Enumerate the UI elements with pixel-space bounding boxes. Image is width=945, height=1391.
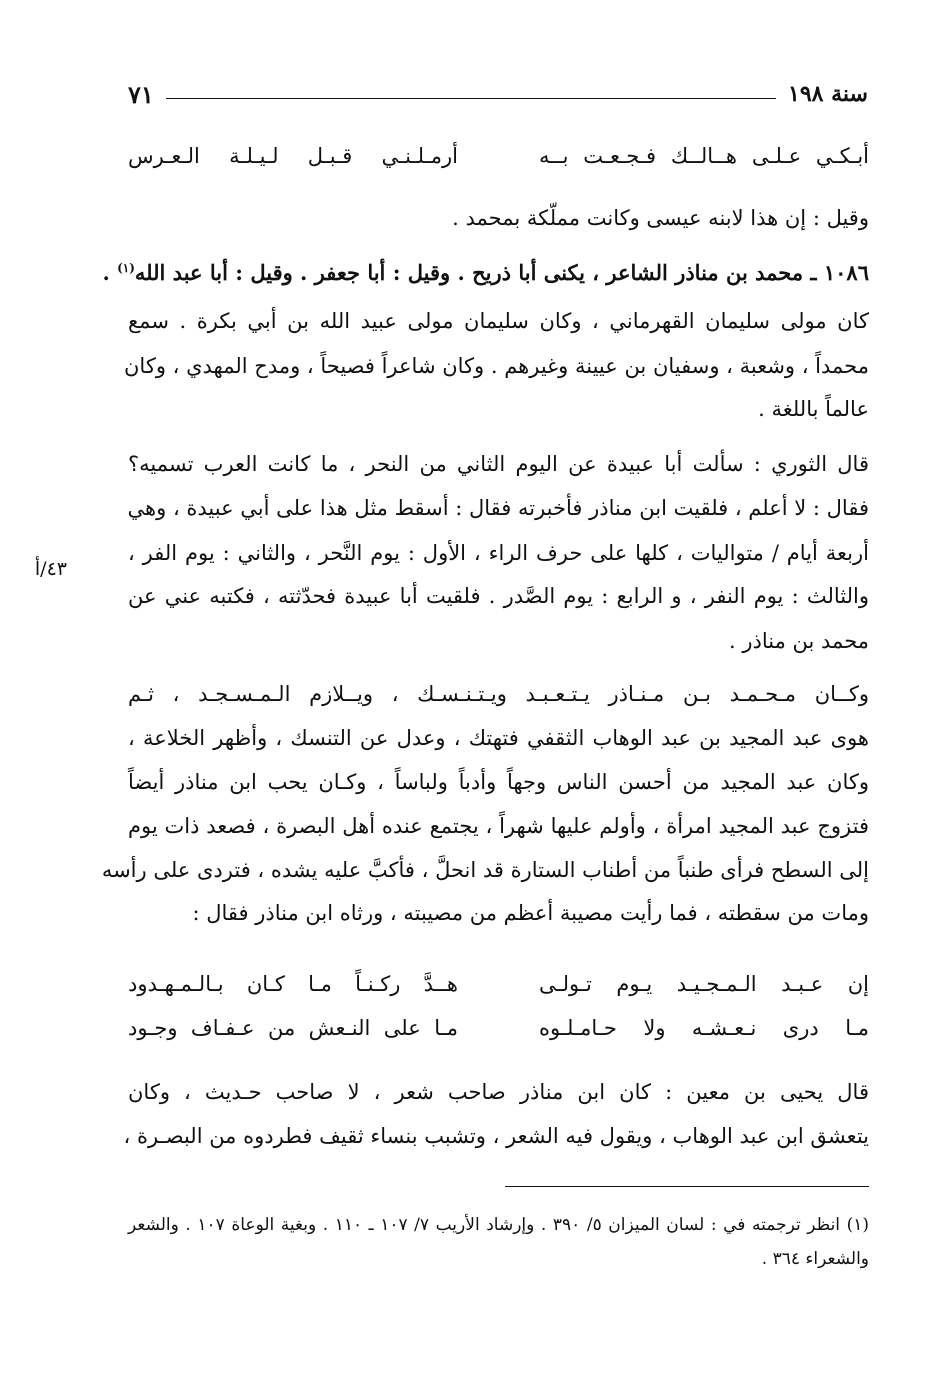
entry-heading-end: . bbox=[102, 260, 118, 285]
text-line: ومات من سقطته ، فما رأيت مصيبة أعظم من مصيبته ، ورثاه ابن مناذر فقال : bbox=[192, 901, 869, 925]
entry-heading-text: ١٠٨٦ ـ محمد بن مناذر الشاعر ، يكنى أبا ذريح . وقيل : أبا جعفر . وقيل : أبا عبد الله bbox=[134, 260, 869, 285]
margin-note: ٤٣/أ bbox=[34, 558, 67, 580]
text-line: هوى عبد المجيد بن عبد الوهاب الثقفي فتهتك ، وعدل عن التنسك ، وأظهر الخلاعة ، bbox=[128, 726, 869, 750]
page-number: ٧١ bbox=[128, 79, 154, 109]
text-line: عالماً باللغة . bbox=[758, 397, 869, 421]
verse-hemistich-right: مـا درى نـعـشـه ولا حـامـلـوه bbox=[539, 1016, 869, 1040]
verse-hemistich-right: إن عـبـد الـمـجـيـد يـوم تـولـى bbox=[539, 972, 869, 996]
text-line: وكــان مـحـمـد بـن مـنـاذر يـتـعـبـد ويـتـنـسـك ، ويــلازم الـمـسـجـد ، ثـم bbox=[128, 682, 869, 706]
page-header bbox=[128, 74, 868, 114]
header-rule bbox=[166, 98, 776, 99]
text-line: قال الثوري : سألت أبا عبيدة عن اليوم الثاني من النحر ، ما كانت العرب تسميه؟ bbox=[128, 452, 869, 476]
text-line: قال يحيى بن معين : كان ابن مناذر صاحب شعر ، لا صاحب حـديث ، وكان bbox=[128, 1080, 869, 1104]
verse-line bbox=[128, 140, 869, 172]
entry-heading bbox=[102, 252, 869, 289]
text-line: وقيل : إن هذا لابنه عيسى وكانت مملّكة بمحمد . bbox=[452, 206, 869, 230]
text-line: إلى السطح فرأى طنباً من أطناب الستارة قد انحلَّ ، فأكبَّ عليه يشده ، فتردى على رأسه bbox=[101, 858, 869, 882]
verse-hemistich-left: مـا على النـعش من عـفـاف وجـود bbox=[128, 1016, 458, 1040]
text-line: كان مولى سليمان القهرماني ، وكان سليمان مولى عبيد الله بن أبي بكرة . سمع bbox=[128, 309, 869, 333]
text-line: فتزوج عبد المجيد امرأة ، وأولم عليها شهراً ، يجتمع عنده أهل البصرة ، فصعد ذات يوم bbox=[128, 814, 869, 838]
verse-hemistich-left: أرمـلـنـي قـبـل لـيـلـة الـعـرس bbox=[128, 144, 458, 168]
footnote-rule bbox=[505, 1186, 869, 1187]
text-line: محمداً ، وشعبة ، وسفيان بن عيينة وغيرهم . وكان شاعراً فصيحاً ، ومدح المهدي ، وكان bbox=[124, 354, 869, 378]
text-line: والثالث : يوم النفر ، و الرابع : يوم الصَّدر . فلقيت أبا عبيدة فحدّثته ، فكتبه عني عن bbox=[128, 584, 869, 608]
text-line: وكان عبد المجيد من أحسن الناس وجهاً وأدباً ولباساً ، وكـان يحب ابن مناذر أيضاً bbox=[128, 770, 869, 794]
text-line: أربعة أيام / متواليات ، كلها على حرف الراء ، الأول : يوم النَّحر ، والثاني : يوم الفر ، bbox=[128, 541, 869, 565]
footnote-line: (١) انظر ترجمته في : لسان الميزان ٥/ ٣٩٠ . وإرشاد الأريب ٧/ ١٠٧ ـ ١١٠ . وبغية الوعاة ١٠٧ . والشعر bbox=[128, 1215, 869, 1235]
text-line: فقال : لا أعلم ، فلقيت ابن مناذر فأخبرته فقال : أسقط مثل هذا على أبي عبيدة ، وهي bbox=[127, 496, 869, 520]
verse-line bbox=[128, 968, 869, 1000]
running-head: سنة ١٩٨ bbox=[788, 81, 868, 107]
text-line: يتعشق ابن عبد الوهاب ، ويقول فيه الشعر ، وتشبب بنساء ثقيف فطردوه من البصـرة ، bbox=[123, 1124, 869, 1148]
verse-hemistich-right: أبـكـي عـلـى هــالــك فـجـعـت بــه bbox=[539, 144, 869, 168]
footnote-ref: (١) bbox=[117, 261, 135, 275]
verse-line bbox=[128, 1012, 869, 1044]
footnote-line: والشعراء ٣٦٤ . bbox=[761, 1249, 869, 1269]
text-line: محمد بن مناذر . bbox=[729, 629, 869, 653]
verse-hemistich-left: هــدَّ ركـنـاً مـا كـان بـالـمـهـدود bbox=[128, 972, 458, 996]
